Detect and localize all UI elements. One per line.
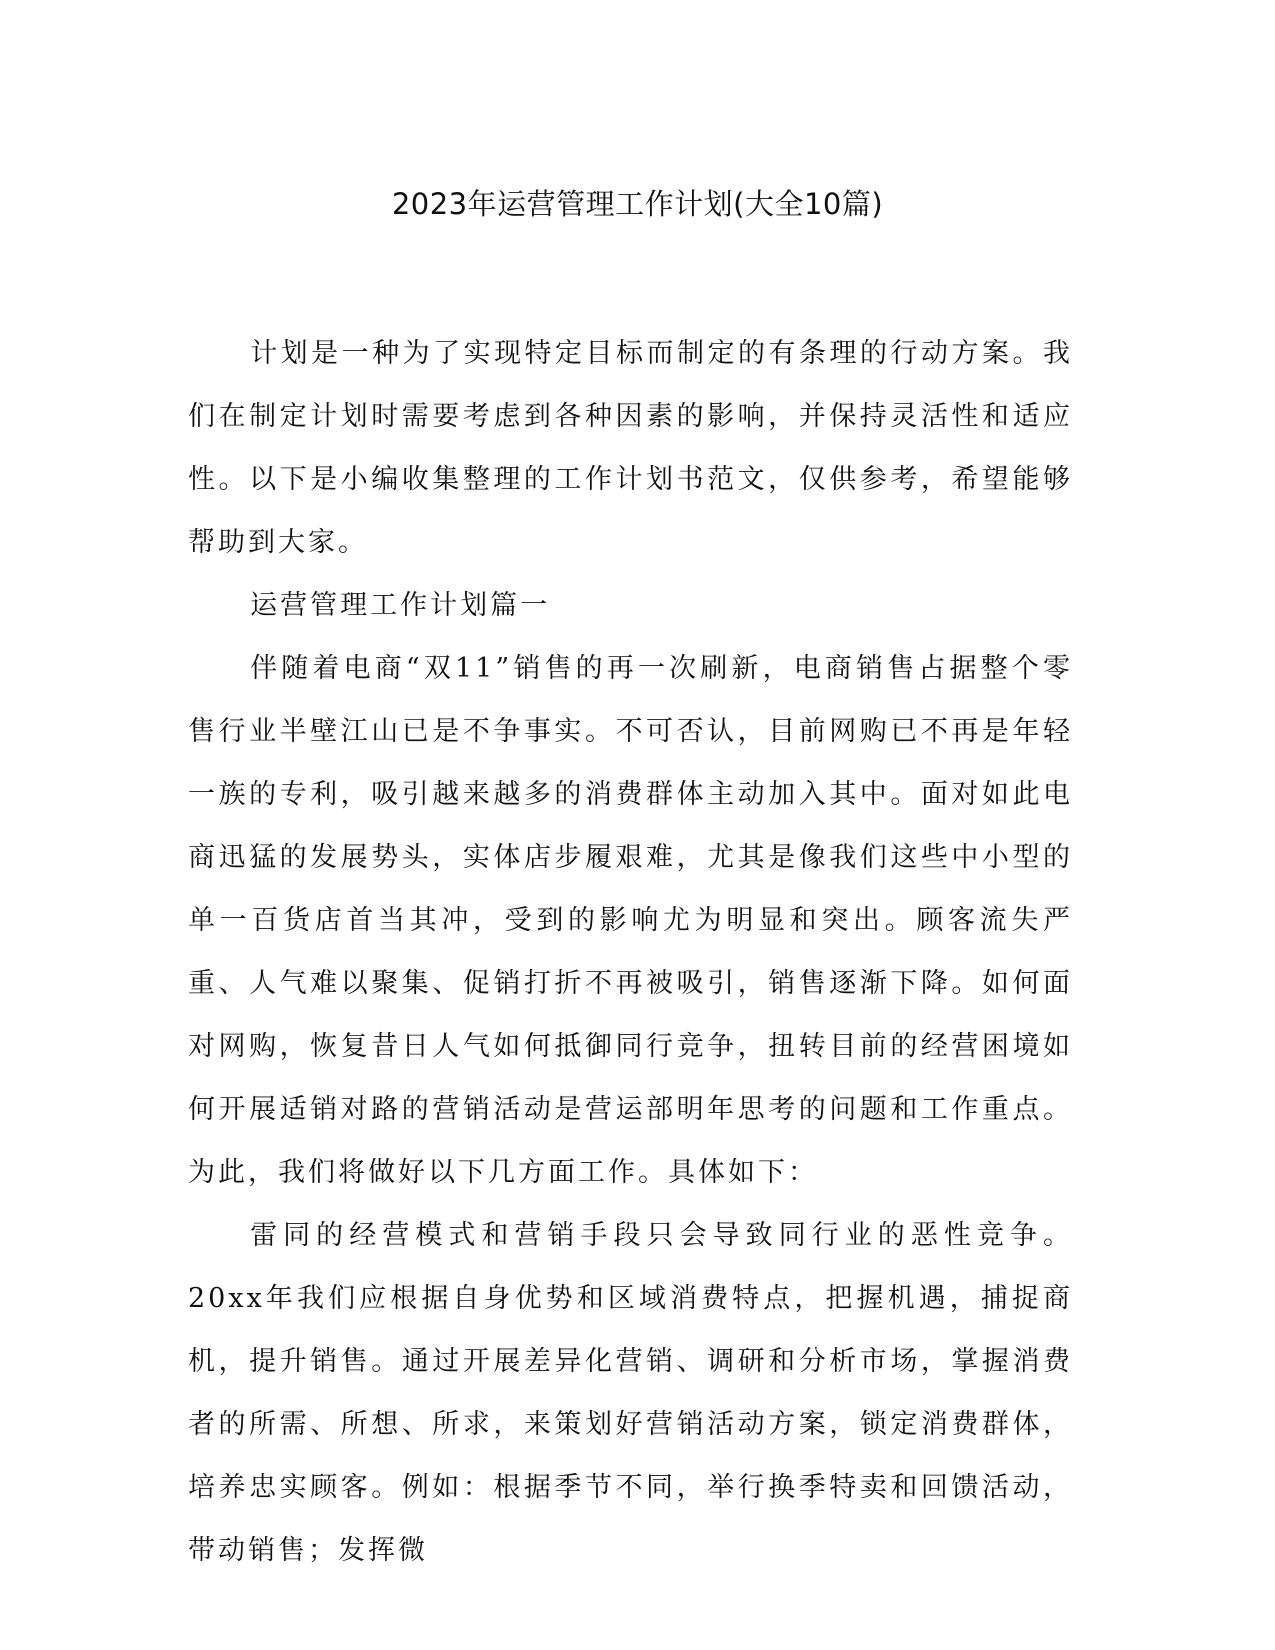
document-body (188, 322, 1073, 1582)
paragraph-background: 伴随着电商“双11”销售的再一次刷新，电商销售占据整个零售行业半壁江山已是不争事实。不可否认，目前网购已不再是年轻一族的专利，吸引越来越多的消费群体主动加入其中。面对如此电商迅猛的发展势头，实体店步履艰难，尤其是像我们这些中小型的单一百货店首当其冲，受到的影响尤为明显和突出。顾客流失严重、人气难以聚集、促销打折不再被吸引，销售逐渐下降。如何面对网购，恢复昔日人气如何抵御同行竞争，扭转目前的经营困境如何开展适销对路的营销活动是营运部明年思考的问题和工作重点。为此，我们将做好以下几方面工作。具体如下： (188, 653, 1073, 1188)
section-heading: 运营管理工作计划篇一 (250, 590, 551, 621)
document-title: 2023年运营管理工作计划(大全10篇) (391, 187, 884, 221)
paragraph-intro: 计划是一种为了实现特定目标而制定的有条理的行动方案。我们在制定计划时需要考虑到各种因素的影响，并保持灵活性和适应性。以下是小编收集整理的工作计划书范文，仅供参考，希望能够帮助到大家。 (188, 338, 1073, 558)
paragraph-strategy: 雷同的经营模式和营销手段只会导致同行业的恶性竞争。20xx年我们应根据自身优势和区域消费特点，把握机遇，捕捉商机，提升销售。通过开展差异化营销、调研和分析市场，掌握消费者的所需、所想、所求，来策划好营销活动方案，锁定消费群体，培养忠实顾客。例如：根据季节不同，举行换季特卖和回馈活动，带动销售；发挥微 (188, 1220, 1073, 1566)
